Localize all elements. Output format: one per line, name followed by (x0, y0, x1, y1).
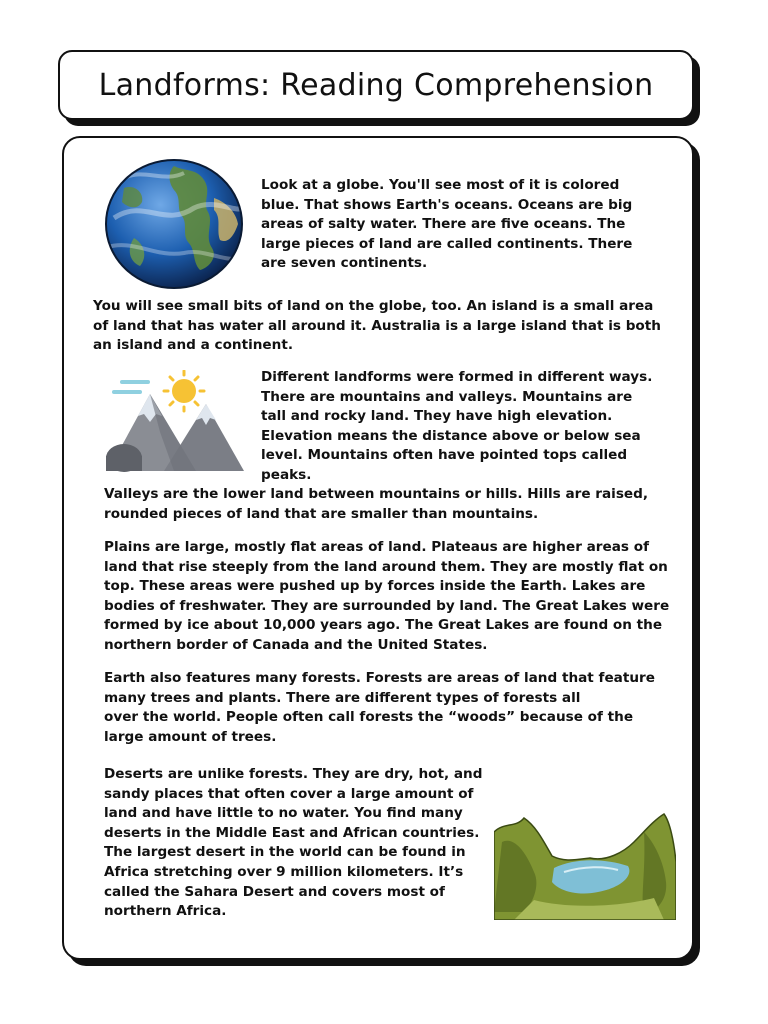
paragraph-plains: Plains are large, mostly flat areas of land. Plateaus are higher areas of land that rise steeply from the land around them. They are mostly flat on top. These areas were pushed up by forces inside the Earth. Lakes are bodies of freshwater. They are surrounded by land. The Great Lakes were formed by ice about 10,000 years ago. The Great Lakes are found on the northern border of Canada and the United States. (104, 539, 670, 653)
paragraph-islands: You will see small bits of land on the globe, too. An island is a small area of land that has water all around it. Australia is a large island that is both an island and a continent. (93, 298, 661, 354)
paragraph-valleys: Valleys are the lower land between mountains or hills. Hills are raised, rounded pieces of land that are smaller than mountains. (104, 486, 649, 522)
mountain-lake-icon (494, 812, 676, 920)
paragraph-deserts: Deserts are unlike forests. They are dry, hot, and sandy places that often cover a large amount of land and have little to no water. You find many deserts in the Middle East and African countries. The largest desert in the world can be found in Africa stretching over 9 million kilometers. It’s called the Sahara Desert and covers most of northern Africa. (104, 766, 483, 920)
paragraph-oceans: Look at a globe. You'll see most of it is colored blue. That shows Earth's oceans. Oceans are big areas of salty water. There are five oceans. The large pieces of land are called continents. There are seven continents. (261, 177, 633, 272)
page-title: Landforms: Reading Comprehension (98, 67, 654, 103)
paragraph-forests: Earth also features many forests. Forests are areas of land that feature many trees and plants. There are different types of forests all over the world. People often call forests the “woods” because of the large amount of trees. (104, 670, 655, 745)
mountains-with-sun-icon (104, 370, 244, 472)
earth-globe-icon (104, 158, 244, 290)
title-box (58, 50, 694, 120)
paragraph-mountains: Different landforms were formed in different ways. There are mountains and valleys. Mountains are tall and rocky land. They have high elevation. Elevation means the distance above or below sea level. Mountains often have pointed tops called peaks. (261, 369, 653, 483)
sun-icon (164, 371, 204, 411)
